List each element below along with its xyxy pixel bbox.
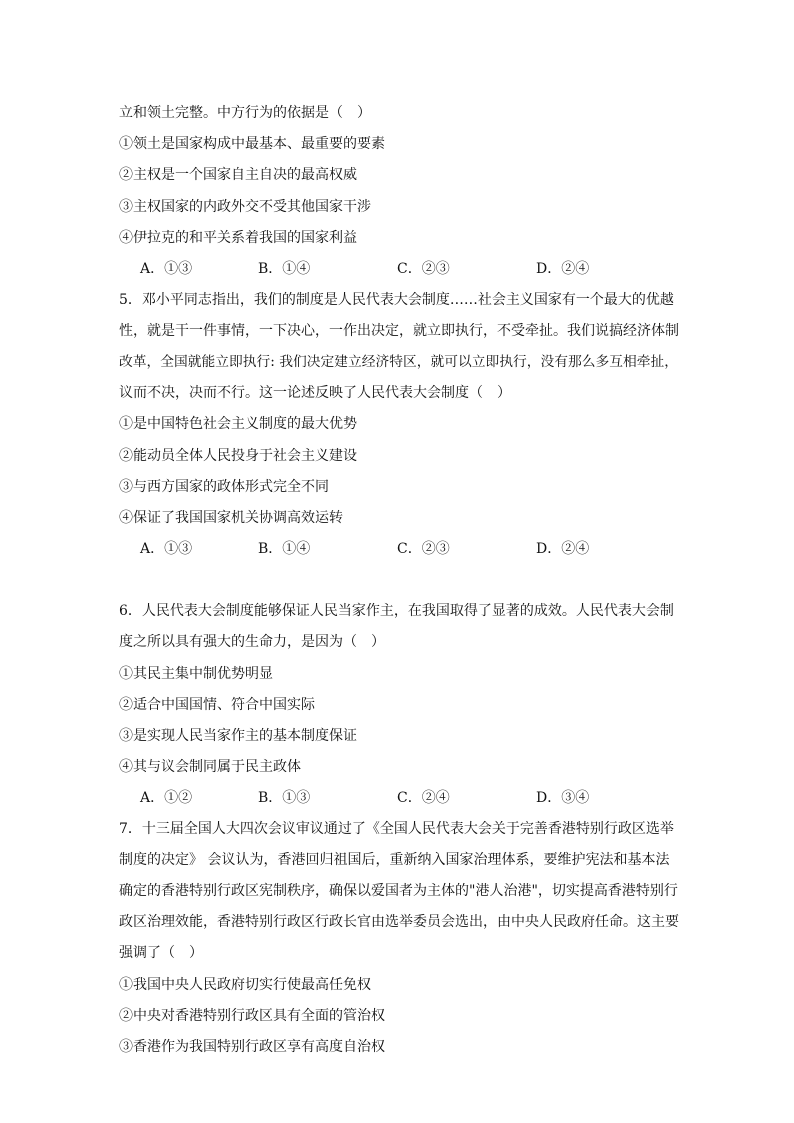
q7-stem-line-1: 7．十三届全国人大四次会议审议通过了《全国人民代表大会关于完善香港特别行政区选举 — [119, 821, 674, 837]
q5-stem-line-4: 议而不决，决而不行。这一论述反映了人民代表大会制度（ ） — [119, 385, 511, 401]
q5-option-c: C．②③ — [397, 541, 450, 557]
q5-stem-line-3: 改革，全国就能立即执行: 我们决定建立经济特区，就可以立即执行，没有那么多互相牵扯， — [119, 354, 679, 370]
q5-stem-line-1: 5．邓小平同志指出，我们的制度是人民代表大会制度……社会主义国家有一个最大的优越 — [119, 292, 674, 308]
q6-item-1: ①其民主集中制优势明显 — [119, 666, 273, 682]
q5-option-b: B．①④ — [258, 541, 311, 557]
q6-item-4: ④其与议会制同属于民主政体 — [119, 759, 301, 775]
q6-stem-line-1: 6．人民代表大会制度能够保证人民当家作主，在我国取得了显著的成效。人民代表大会制 — [119, 603, 674, 619]
q6-stem-line-2: 度之所以具有强大的生命力，是因为（ ） — [119, 634, 385, 650]
q7-item-1: ①我国中央人民政府切实行使最高任免权 — [119, 977, 371, 993]
q4-item-4: ④伊拉克的和平关系着我国的国家利益 — [119, 230, 357, 246]
q4-stem-continued: 立和领土完整。中方行为的依据是（ ） — [119, 105, 371, 121]
q5-option-d: D．②④ — [536, 541, 590, 557]
q6-option-d: D．③④ — [536, 790, 590, 806]
q5-item-4: ④保证了我国国家机关协调高效运转 — [119, 510, 343, 526]
q5-item-2: ②能动员全体人民投身于社会主义建设 — [119, 448, 357, 464]
q4-option-c: C．②③ — [397, 261, 450, 277]
q7-stem-line-3: 确定的香港特别行政区宪制秩序，确保以爱国者为主体的"港人治港"，切实提高香港特别行 — [119, 883, 678, 899]
q4-item-3: ③主权国家的内政外交不受其他国家干涉 — [119, 199, 371, 215]
q6-item-3: ③是实现人民当家作主的基本制度保证 — [119, 728, 357, 744]
q5-item-1: ①是中国特色社会主义制度的最大优势 — [119, 416, 357, 432]
q6-option-b: B．①③ — [258, 790, 311, 806]
q7-stem-line-2: 制度的决定》 会议认为，香港回归祖国后，重新纳入国家治理体系，要维护宪法和基本法 — [119, 852, 670, 868]
q7-item-3: ③香港作为我国特别行政区享有高度自治权 — [119, 1039, 385, 1055]
q6-option-c: C．②④ — [397, 790, 450, 806]
q4-item-1: ①领土是国家构成中最基本、最重要的要素 — [119, 136, 385, 152]
q4-option-d: D．②④ — [536, 261, 590, 277]
q7-stem-line-4: 政区治理效能，香港特别行政区行政长官由选举委员会选出，由中央人民政府任命。这主要 — [119, 914, 679, 930]
q5-item-3: ③与西方国家的政体形式完全不同 — [119, 479, 329, 495]
q7-item-2: ②中央对香港特别行政区具有全面的管治权 — [119, 1008, 385, 1024]
q6-option-a: A．①② — [140, 790, 193, 806]
q7-stem-line-5: 强调了（ ） — [119, 945, 203, 961]
q4-option-b: B．①④ — [258, 261, 311, 277]
q4-item-2: ②主权是一个国家自主自决的最高权威 — [119, 167, 357, 183]
q4-option-a: A．①③ — [140, 261, 193, 277]
q5-option-a: A．①③ — [140, 541, 193, 557]
q6-item-2: ②适合中国国情、符合中国实际 — [119, 697, 315, 713]
q5-stem-line-2: 性，就是干一件事情，一下决心，一作出决定，就立即执行，不受牵扯。我们说搞经济体制 — [119, 323, 679, 339]
